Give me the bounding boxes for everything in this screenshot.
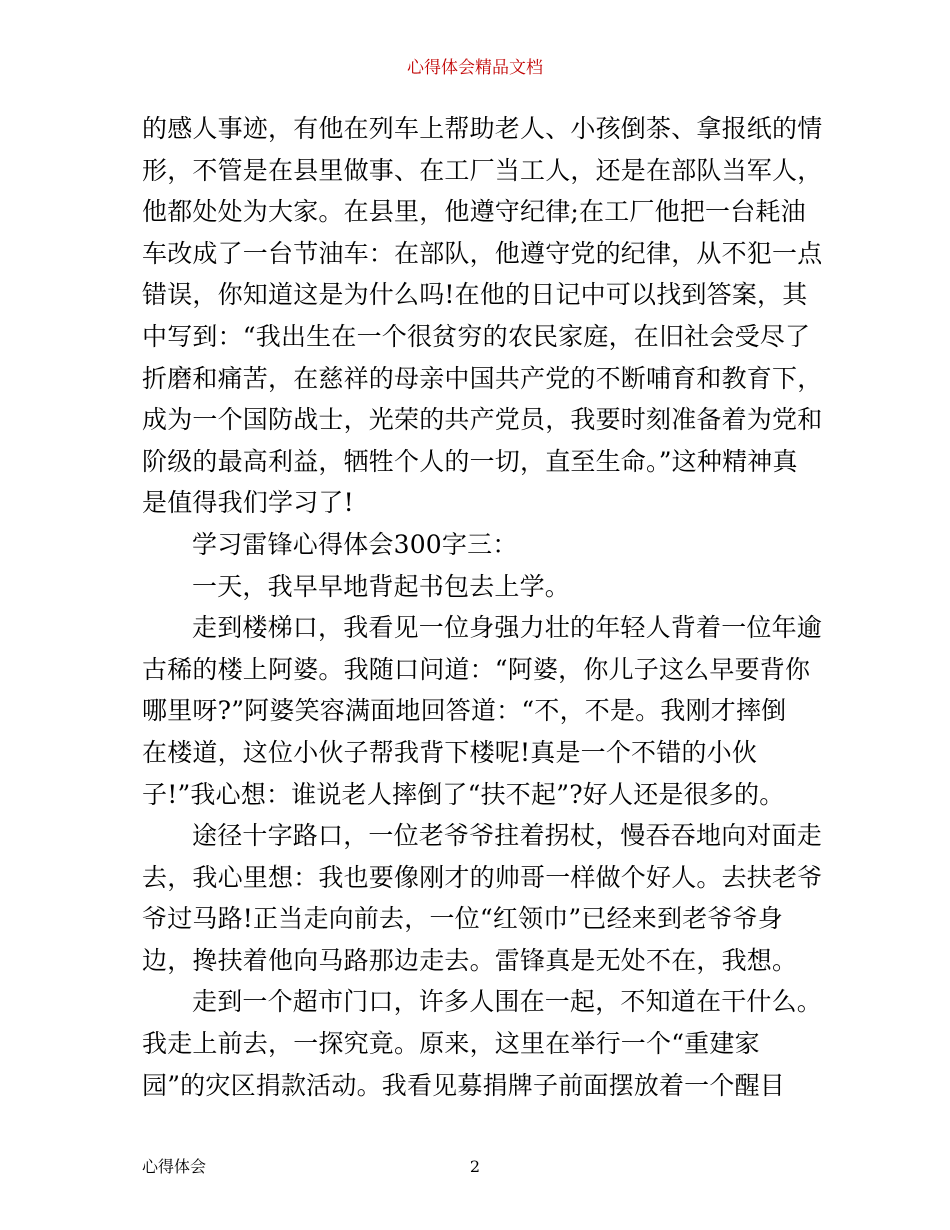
page-number: 2 bbox=[469, 1157, 481, 1176]
text-line: 子!”我心想：谁说老人摔倒了“扶不起”?好人还是很多的。 bbox=[142, 779, 785, 809]
text-line: 古稀的楼上阿婆。我随口问道：“阿婆，你儿子这么早要背你 bbox=[142, 654, 811, 684]
text-line: 爷过马路!正当走向前去，一位“红领巾”已经来到老爷爷身 bbox=[142, 904, 784, 934]
text-line: 错误，你知道这是为什么吗!在他的日记中可以找到答案，其 bbox=[142, 280, 808, 310]
text-line: 我走上前去，一探究竟。原来，这里在举行一个“重建家 bbox=[142, 1029, 760, 1059]
text-line: 走到楼梯口，我看见一位身强力壮的年轻人背着一位年逾 bbox=[192, 613, 823, 643]
text-line: 一天，我早早地背起书包去上学。 bbox=[192, 571, 571, 601]
text-line: 学习雷锋心得体会300字三： bbox=[192, 529, 518, 559]
text-line: 折磨和痛苦，在慈祥的母亲中国共产党的不断哺育和教育下， bbox=[142, 363, 823, 393]
text-line: 边，搀扶着他向马路那边走去。雷锋真是无处不在，我想。 bbox=[142, 945, 798, 975]
text-line: 哪里呀?”阿婆笑容满面地回答道：“不，不是。我刚才摔倒 bbox=[142, 696, 787, 726]
text-line: 去，我心里想：我也要像刚才的帅哥一样做个好人。去扶老爷 bbox=[142, 862, 823, 892]
text-line: 中写到：“我出生在一个很贫穷的农民家庭，在旧社会受尽了 bbox=[142, 321, 811, 351]
text-line: 园”的灾区捐款活动。我看见募捐牌子前面摆放着一个醒目 bbox=[142, 1070, 785, 1100]
text-line: 的感人事迹，有他在列车上帮助老人、小孩倒茶、拿报纸的情 bbox=[142, 114, 823, 143]
text-line: 成为一个国防战士，光荣的共产党员，我要时刻准备着为党和 bbox=[142, 405, 823, 435]
document-header-title: 心得体会精品文档 bbox=[407, 58, 543, 78]
text-line: 走到一个超市门口，许多人围在一起，不知道在干什么。 bbox=[192, 987, 823, 1017]
footer-label: 心得体会 bbox=[142, 1157, 207, 1176]
text-line: 是值得我们学习了! bbox=[142, 488, 354, 518]
text-line: 形，不管是在县里做事、在工厂当工人，还是在部队当军人， bbox=[142, 155, 823, 185]
document-body bbox=[142, 108, 822, 1106]
text-line: 他都处处为大家。在县里，他遵守纪律;在工厂他把一台耗油 bbox=[142, 197, 806, 227]
text-line: 途径十字路口，一位老爷爷拄着拐杖，慢吞吞地向对面走 bbox=[192, 821, 823, 851]
text-line: 车改成了一台节油车：在部队，他遵守党的纪律，从不犯一点 bbox=[142, 238, 823, 268]
text-line: 在楼道，这位小伙子帮我背下楼呢!真是一个不错的小伙 bbox=[142, 737, 758, 767]
text-line: 阶级的最高利益，牺牲个人的一切，直至生命。”这种精神真 bbox=[142, 446, 798, 476]
